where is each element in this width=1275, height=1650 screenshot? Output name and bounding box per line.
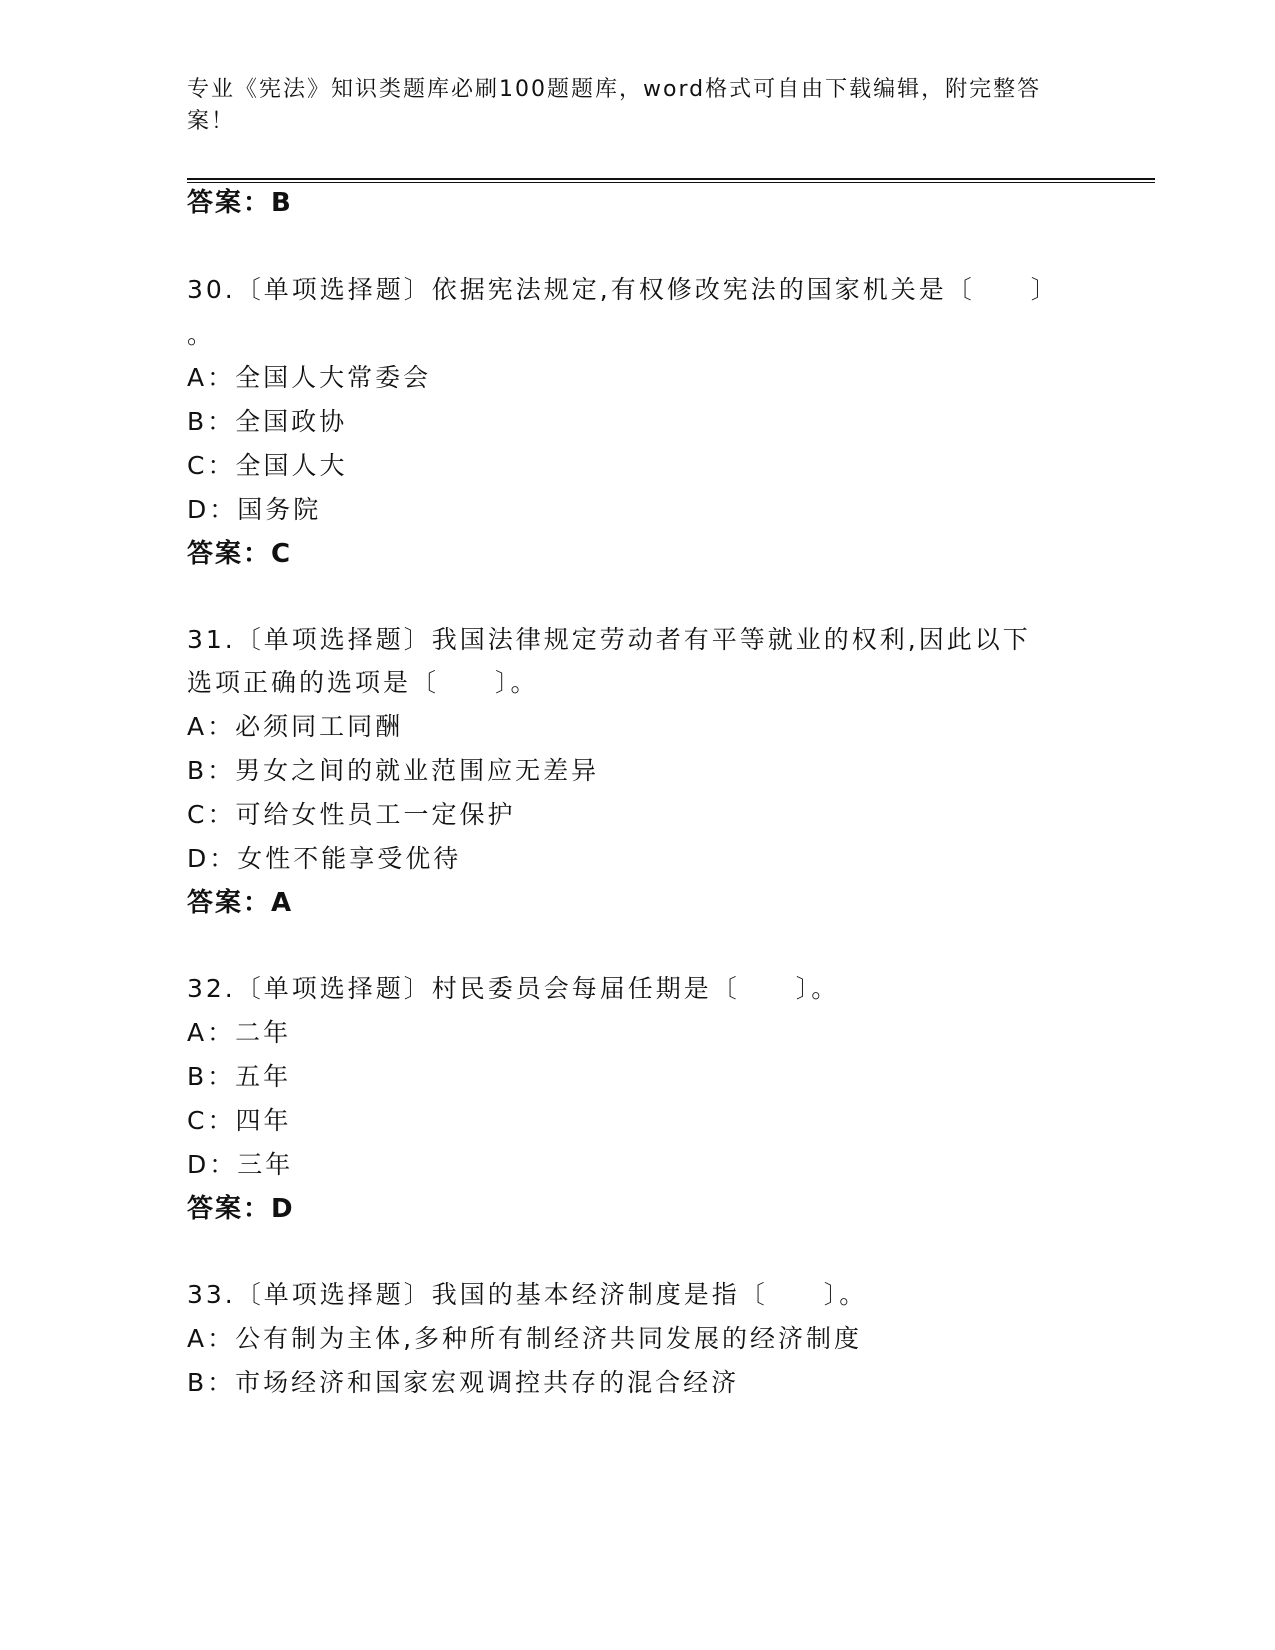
question-30-option-c: C：全国人大: [187, 451, 348, 480]
question-33-option-b: B：市场经济和国家宏观调控共存的混合经济: [187, 1368, 740, 1397]
question-31-option-a: A：必须同工同酬: [187, 712, 404, 741]
previous-answer: 答案：B: [187, 188, 293, 218]
question-31-option-c: C：可给女性员工一定保护: [187, 800, 516, 829]
question-30-option-b: B：全国政协: [187, 407, 348, 436]
question-33-option-a: A：公有制为主体,多种所有制经济共同发展的经济制度: [187, 1324, 863, 1353]
question-33-stem-line-1: 33.〔单项选择题〕我国的基本经济制度是指〔 〕。: [187, 1280, 868, 1309]
question-31-stem-line-2: 选项正确的选项是〔 〕。: [187, 668, 539, 697]
question-31-answer: 答案：A: [187, 888, 294, 918]
question-32-answer: 答案：D: [187, 1194, 295, 1224]
question-32-stem-line-1: 32.〔单项选择题〕村民委员会每届任期是〔 〕。: [187, 974, 840, 1003]
question-32-option-b: B：五年: [187, 1062, 292, 1091]
question-30-stem-line-2: 。: [187, 320, 216, 349]
question-32-option-c: C：四年: [187, 1106, 292, 1135]
question-30-option-d: D：国务院: [187, 495, 322, 524]
question-30-stem-line-1: 30.〔单项选择题〕依据宪法规定,有权修改宪法的国家机关是〔 〕: [187, 275, 1059, 304]
question-32-option-a: A：二年: [187, 1018, 292, 1047]
document-header: 专业《宪法》知识类题库必刷100题题库，word格式可自由下载编辑，附完整答案！: [187, 77, 1042, 134]
question-31-option-b: B：男女之间的就业范围应无差异: [187, 756, 600, 785]
question-30-answer: 答案：C: [187, 539, 293, 569]
question-31-option-d: D：女性不能享受优待: [187, 844, 462, 873]
question-30-option-a: A：全国人大常委会: [187, 363, 432, 392]
question-32-option-d: D：三年: [187, 1150, 294, 1179]
header-divider-thin: [187, 182, 1155, 183]
question-31-stem-line-1: 31.〔单项选择题〕我国法律规定劳动者有平等就业的权利,因此以下: [187, 625, 1031, 654]
header-divider-thick: [187, 178, 1155, 180]
